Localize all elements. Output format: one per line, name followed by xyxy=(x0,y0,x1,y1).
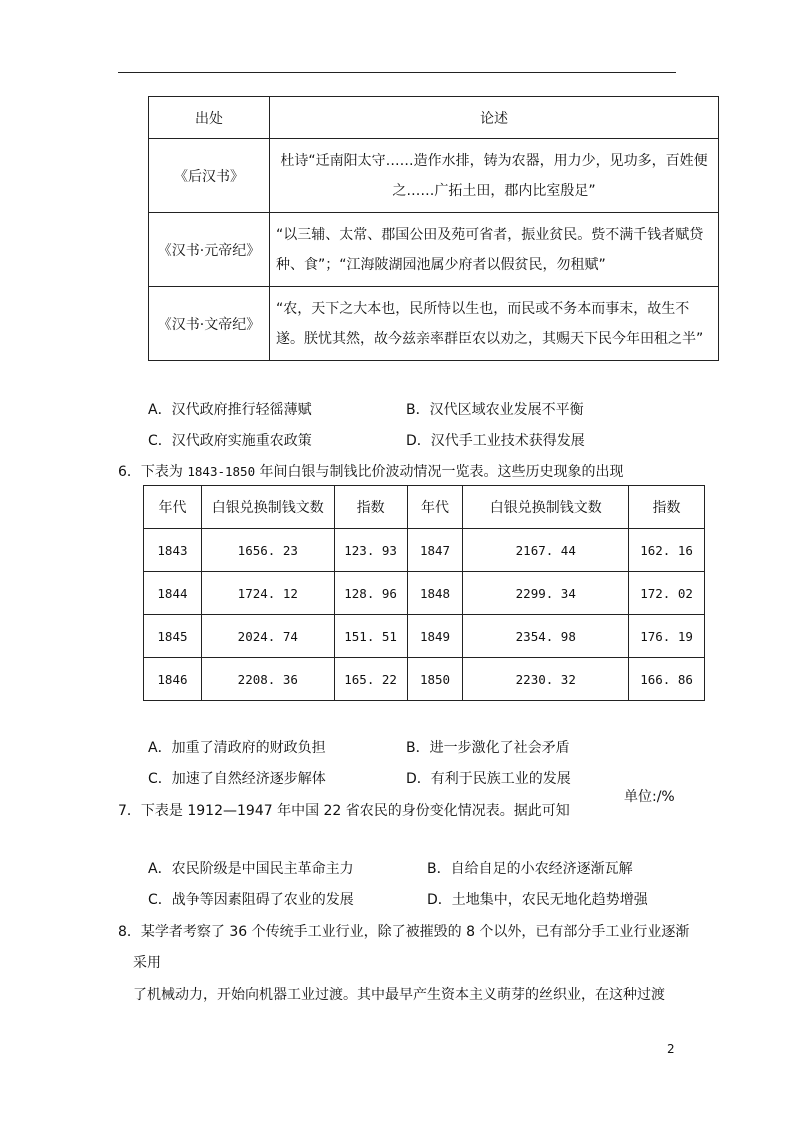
row-statement: “农，天下之大本也，民所恃以生也，而民或不务本而事末，故生不遂。朕忧其然，故今兹亲率群臣农以劝之，其赐天下民今年田租之半” xyxy=(270,287,719,361)
q5-option-a[interactable]: A．汉代政府推行轻徭薄赋 xyxy=(148,402,312,418)
q6-option-b[interactable]: B．进一步激化了社会矛盾 xyxy=(406,740,570,756)
q5-option-b[interactable]: B．汉代区域农业发展不平衡 xyxy=(406,402,584,418)
page-number: 2 xyxy=(667,1042,675,1056)
cell-year: 1850 xyxy=(407,658,463,701)
row-source: 《汉书·元帝纪》 xyxy=(149,213,270,287)
q8-stem-line3: 了机械动力，开始向机器工业过渡。其中最早产生资本主义萌芽的丝织业，在这种过渡 xyxy=(133,987,665,1003)
header-exchange: 白银兑换制钱文数 xyxy=(201,486,334,529)
q7-number: 7． xyxy=(118,803,141,819)
table-header-row xyxy=(149,97,719,139)
q5-option-d[interactable]: D．汉代手工业技术获得发展 xyxy=(406,433,585,449)
cell-year: 1845 xyxy=(144,615,202,658)
header-source: 出处 xyxy=(149,97,270,139)
q6-option-c[interactable]: C．加速了自然经济逐步解体 xyxy=(148,771,326,787)
q8-stem-line1: 8．某学者考察了 36 个传统手工业行业，除了被摧毁的 8 个以外，已有部分手工业行业逐渐 xyxy=(118,924,690,940)
cell-year: 1849 xyxy=(407,615,463,658)
cell-exchange: 1724. 12 xyxy=(201,572,334,615)
q6-text-pre: 下表为 xyxy=(140,464,188,480)
header-rule xyxy=(118,72,676,73)
table-row xyxy=(144,658,705,701)
q7-option-b[interactable]: B．自给自足的小农经济逐渐瓦解 xyxy=(427,861,633,877)
cell-year: 1844 xyxy=(144,572,202,615)
q6-years: 1843-1850 xyxy=(187,464,256,479)
cell-exchange: 2230. 32 xyxy=(463,658,629,701)
q7-stem xyxy=(118,800,570,820)
header-statement: 论述 xyxy=(270,97,719,139)
row-statement: “以三辅、太常、郡国公田及苑可省者，振业贫民。赀不满千钱者赋贷种、食”；“江海陂湖园池属少府者以假贫民，勿租赋” xyxy=(270,213,719,287)
q5-option-c[interactable]: C．汉代政府实施重农政策 xyxy=(148,433,312,449)
cell-index: 165. 22 xyxy=(334,658,407,701)
cell-index: 128. 96 xyxy=(334,572,407,615)
q7-option-d[interactable]: D．土地集中，农民无地化趋势增强 xyxy=(427,892,648,908)
cell-exchange: 1656. 23 xyxy=(201,529,334,572)
table-row xyxy=(144,529,705,572)
q7-text: 下表是 1912—1947 年中国 22 省农民的身份变化情况表。据此可知 xyxy=(140,803,570,819)
cell-index: 123. 93 xyxy=(334,529,407,572)
cell-index: 166. 86 xyxy=(629,658,705,701)
q6-option-a[interactable]: A．加重了清政府的财政负担 xyxy=(148,740,326,756)
header-index: 指数 xyxy=(629,486,705,529)
cell-exchange: 2299. 34 xyxy=(463,572,629,615)
cell-index: 172. 02 xyxy=(629,572,705,615)
row-source: 《汉书·文帝纪》 xyxy=(149,287,270,361)
q6-option-d[interactable]: D．有利于民族工业的发展 xyxy=(406,771,571,787)
q8-stem-line2: 采用 xyxy=(133,955,161,971)
table-header-row xyxy=(144,486,705,529)
row-statement: 杜诗“迁南阳太守……造作水排，铸为农器，用力少，见功多，百姓便之……广拓土田，郡内比室殷足” xyxy=(270,139,719,213)
q7-unit-label: 单位:/% xyxy=(624,789,675,805)
silver-copper-table xyxy=(143,485,705,701)
table-row xyxy=(149,139,719,213)
q6-text-post: 年间白银与制钱比价波动情况一览表。这些历史现象的出现 xyxy=(255,464,624,480)
cell-exchange: 2354. 98 xyxy=(463,615,629,658)
cell-year: 1847 xyxy=(407,529,463,572)
cell-exchange: 2208. 36 xyxy=(201,658,334,701)
cell-exchange: 2167. 44 xyxy=(463,529,629,572)
row-source: 《后汉书》 xyxy=(149,139,270,213)
table-row xyxy=(149,287,719,361)
cell-index: 162. 16 xyxy=(629,529,705,572)
q6-stem xyxy=(118,461,624,481)
q7-option-a[interactable]: A．农民阶级是中国民主革命主力 xyxy=(148,861,354,877)
header-year: 年代 xyxy=(407,486,463,529)
cell-year: 1846 xyxy=(144,658,202,701)
cell-index: 176. 19 xyxy=(629,615,705,658)
table-row xyxy=(144,615,705,658)
sources-table xyxy=(148,96,719,361)
cell-index: 151. 51 xyxy=(334,615,407,658)
table-row xyxy=(144,572,705,615)
table-row xyxy=(149,213,719,287)
header-year: 年代 xyxy=(144,486,202,529)
cell-year: 1843 xyxy=(144,529,202,572)
q7-option-c[interactable]: C．战争等因素阻碍了农业的发展 xyxy=(148,892,354,908)
cell-year: 1848 xyxy=(407,572,463,615)
header-index: 指数 xyxy=(334,486,407,529)
header-exchange: 白银兑换制钱文数 xyxy=(463,486,629,529)
cell-exchange: 2024. 74 xyxy=(201,615,334,658)
q6-number: 6． xyxy=(118,464,141,480)
